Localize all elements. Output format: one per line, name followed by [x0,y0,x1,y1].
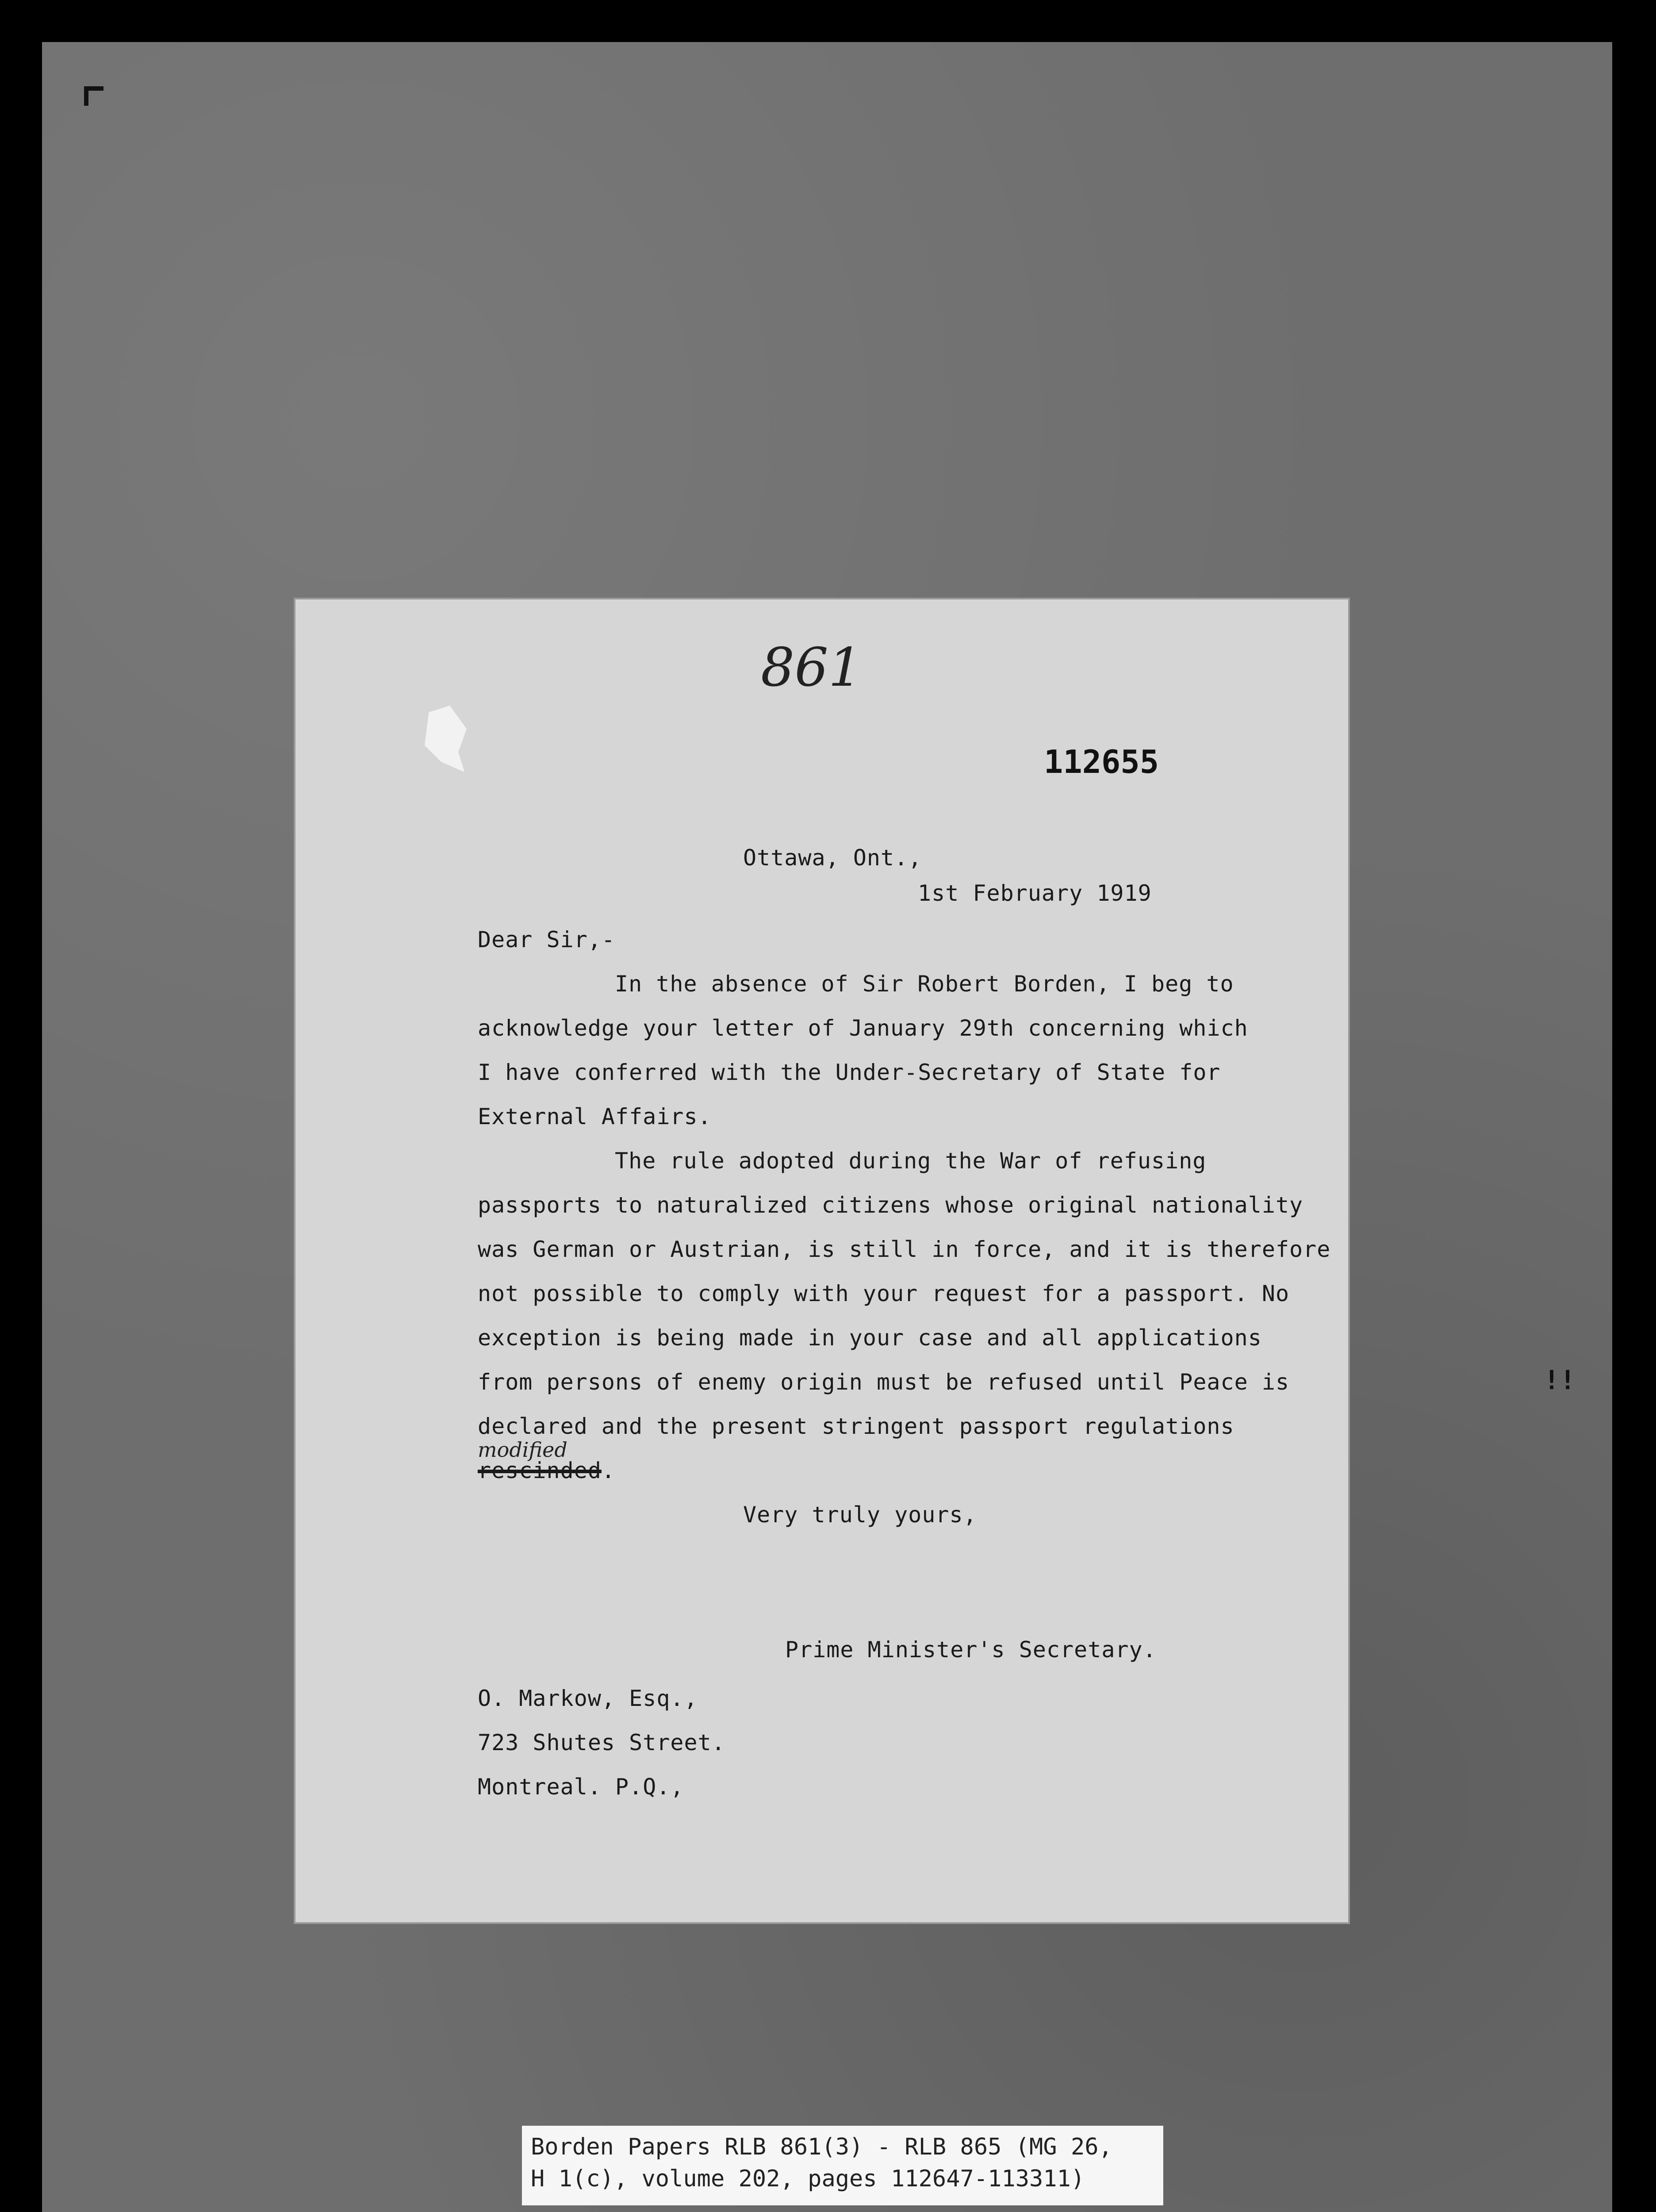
body-line: was German or Austrian, is still in force, and it is therefore [478,1237,1331,1262]
document-number: 112655 [1044,743,1159,780]
manuscript-page-number: 861 [761,637,862,699]
margin-mark: !! [1544,1365,1576,1396]
body-line: not possible to comply with your request for a passport. No [478,1281,1290,1306]
letter-place: Ottawa, Ont., [743,845,922,871]
letter-date: 1st February 1919 [918,880,1152,906]
body-line: External Affairs. [478,1104,712,1129]
reference-line: H 1(c), volume 202, pages 112647-113311) [531,2166,1085,2192]
reference-line: Borden Papers RLB 861(3) - RLB 865 (MG 26, [531,2134,1112,2160]
body-line: passports to naturalized citizens whose original nationality [478,1192,1303,1218]
addressee-line: 723 Shutes Street. [478,1730,725,1755]
struck-word: rescinded [478,1458,602,1483]
body-line: exception is being made in your case and all applications [478,1325,1262,1351]
signature-title: Prime Minister's Secretary. [785,1637,1157,1663]
letter-closing: Very truly yours, [743,1502,977,1528]
reference-label [522,2126,1163,2205]
body-line: I have conferred with the Under-Secretary of State for [478,1060,1221,1085]
addressee-line: O. Markow, Esq., [478,1686,698,1711]
letter-salutation: Dear Sir,- [478,927,616,952]
body-line: In the absence of Sir Robert Borden, I beg to [615,971,1234,997]
struck-line [478,1458,615,1483]
struck-line-tail: . [601,1458,616,1483]
body-line: from persons of enemy origin must be refused until Peace is [478,1369,1290,1395]
body-line: declared and the present stringent passport regulations [478,1413,1234,1439]
body-line: acknowledge your letter of January 29th concerning which [478,1015,1248,1041]
addressee-line: Montreal. P.Q., [478,1774,684,1800]
body-line: The rule adopted during the War of refusing [615,1148,1207,1174]
frame-corner-mark [84,86,104,106]
handwritten-correction: modified [478,1438,567,1462]
